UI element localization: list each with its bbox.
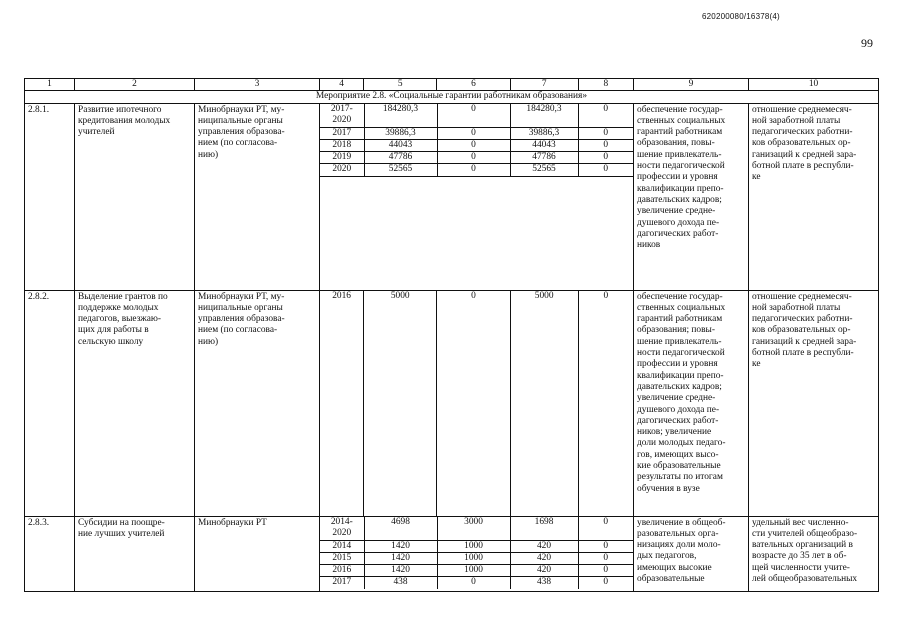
year: 2016: [320, 290, 364, 516]
col-header: 10: [749, 79, 879, 91]
year-row: [320, 127, 633, 139]
other-value: 0: [578, 104, 633, 128]
federal-value: 0: [437, 164, 510, 176]
section-title: Мероприятие 2.8. «Социальные гарантии работникам образования»: [25, 91, 879, 103]
measure-name: Выделение грантов по поддержке молодых педагогов, выезжаю- щих для работы в сельскую школу: [75, 290, 195, 516]
other-value: 0: [578, 565, 633, 577]
column-number-row: [25, 79, 879, 91]
col-header: 9: [634, 79, 749, 91]
regional-value: 47786: [510, 152, 578, 164]
table-row: [25, 290, 879, 516]
section-row: [25, 91, 879, 103]
regional-value: 1698: [510, 517, 578, 541]
regional-value: 44043: [510, 139, 578, 151]
other-value: 0: [578, 152, 633, 164]
year: 2015: [320, 552, 364, 564]
year: 2014: [320, 540, 364, 552]
executor: Минобрнауки РТ: [195, 516, 320, 591]
year-row: [320, 164, 633, 176]
col-header: 5: [364, 79, 437, 91]
year: 2020: [320, 164, 364, 176]
funding-block: [320, 516, 634, 591]
total-value: 438: [364, 577, 437, 589]
year: 2017- 2020: [320, 104, 364, 128]
funding-years: [320, 104, 633, 177]
indicator: удельный вес численно- сти учителей общеобразо- вательных организаций в возрасте до 35 лет в об- щей численности учите- лей общеобразовательных: [749, 516, 879, 591]
year-row: [320, 565, 633, 577]
col-header: 7: [510, 79, 578, 91]
measure-name: Субсидии на поощре- ние лучших учителей: [75, 516, 195, 591]
executor: Минобрнауки РТ, му- ниципальные органы управления образова- нием (по согласова- нию): [195, 290, 320, 516]
year-row: [320, 540, 633, 552]
total-value: 4698: [364, 517, 437, 541]
indicator: отношение среднемесяч- ной заработной платы педагогических работни- ков образовательных ор- ганизаций к средней зара- ботной плате в республи- ке: [749, 103, 879, 290]
row-number: 2.8.2.: [25, 290, 75, 516]
page-number: 99: [861, 36, 873, 50]
year-row: [320, 577, 633, 589]
other-value: 0: [578, 517, 633, 541]
row-number: 2.8.1.: [25, 103, 75, 290]
total-value: 52565: [364, 164, 437, 176]
measure-name: Развитие ипотечного кредитования молодых учителей: [75, 103, 195, 290]
other-value: 0: [578, 127, 633, 139]
federal-value: 3000: [437, 517, 510, 541]
total-value: 5000: [364, 290, 437, 516]
year: 2016: [320, 565, 364, 577]
other-value: 0: [578, 540, 633, 552]
regional-value: 5000: [510, 290, 578, 516]
executor: Минобрнауки РТ, му- ниципальные органы управления образова- нием (по согласова- нию): [195, 103, 320, 290]
federal-value: 0: [437, 152, 510, 164]
other-value: 0: [578, 164, 633, 176]
col-header: 1: [25, 79, 75, 91]
total-value: 39886,3: [364, 127, 437, 139]
col-header: 6: [437, 79, 510, 91]
row-number: 2.8.3.: [25, 516, 75, 591]
col-header: 8: [578, 79, 633, 91]
expected-result: обеспечение государ- ственных социальных гарантий работникам образования; повы- шение привлекатель- ности педагогической профессии и уровня квалификации препо- давательских кадров; увеличение средне- душевого дохода пе- дагогических работ- ников; увеличение доли молодых педаго- гов, имеющих высо- кие образовательные результаты по итогам обучения в вузе: [634, 290, 749, 516]
regional-value: 420: [510, 552, 578, 564]
federal-value: 0: [437, 290, 510, 516]
year-row: [320, 104, 633, 128]
funding-years: [320, 517, 633, 589]
federal-value: 1000: [437, 540, 510, 552]
other-value: 0: [578, 552, 633, 564]
table-row: [25, 516, 879, 591]
federal-value: 0: [437, 139, 510, 151]
expected-result: увеличение в общеоб- разовательных орга- низациях доли моло- дых педагогов, имеющих высокие образовательные: [634, 516, 749, 591]
total-value: 1420: [364, 565, 437, 577]
regional-value: 52565: [510, 164, 578, 176]
other-value: 0: [578, 139, 633, 151]
year: 2017: [320, 577, 364, 589]
total-value: 184280,3: [364, 104, 437, 128]
other-value: 0: [603, 577, 609, 588]
year: 2014- 2020: [320, 517, 364, 541]
funding-block: [320, 103, 634, 290]
total-value: 1420: [364, 540, 437, 552]
col-header: 4: [320, 79, 364, 91]
program-table: [24, 78, 879, 592]
total-value: 1420: [364, 552, 437, 564]
year-row: [320, 152, 633, 164]
total-value: 47786: [364, 152, 437, 164]
regional-value: 39886,3: [510, 127, 578, 139]
regional-value: 420: [510, 565, 578, 577]
regional-value: 184280,3: [510, 104, 578, 128]
document-id: 620200080/16378(4): [702, 12, 780, 21]
federal-value: 0: [437, 127, 510, 139]
federal-value: 1000: [437, 552, 510, 564]
total-value: 44043: [364, 139, 437, 151]
year: 2019: [320, 152, 364, 164]
other-value: 0: [578, 290, 633, 516]
col-header: 2: [75, 79, 195, 91]
year: 2017: [320, 127, 364, 139]
col-header: 3: [195, 79, 320, 91]
federal-value: 0: [437, 104, 510, 128]
year-row: [320, 139, 633, 151]
expected-result: обеспечение государ- ственных социальных гарантий работникам образования, повы- шение привлекатель- ности педагогической профессии и уровня квалификации препо- давательских кадров; увеличение средне- душевого дохода пе- дагогических работ- ников: [634, 103, 749, 290]
year-row: [320, 552, 633, 564]
federal-value: 1000: [437, 565, 510, 577]
year-row: [320, 517, 633, 541]
indicator: отношение среднемесяч- ной заработной платы педагогических работни- ков образовательных ор- ганизаций к средней зара- ботной плате в республи- ке: [749, 290, 879, 516]
federal-value: 0: [437, 577, 510, 589]
table-row: [25, 103, 879, 290]
regional-value: 420: [510, 540, 578, 552]
year: 2018: [320, 139, 364, 151]
regional-value: 438: [510, 577, 578, 589]
